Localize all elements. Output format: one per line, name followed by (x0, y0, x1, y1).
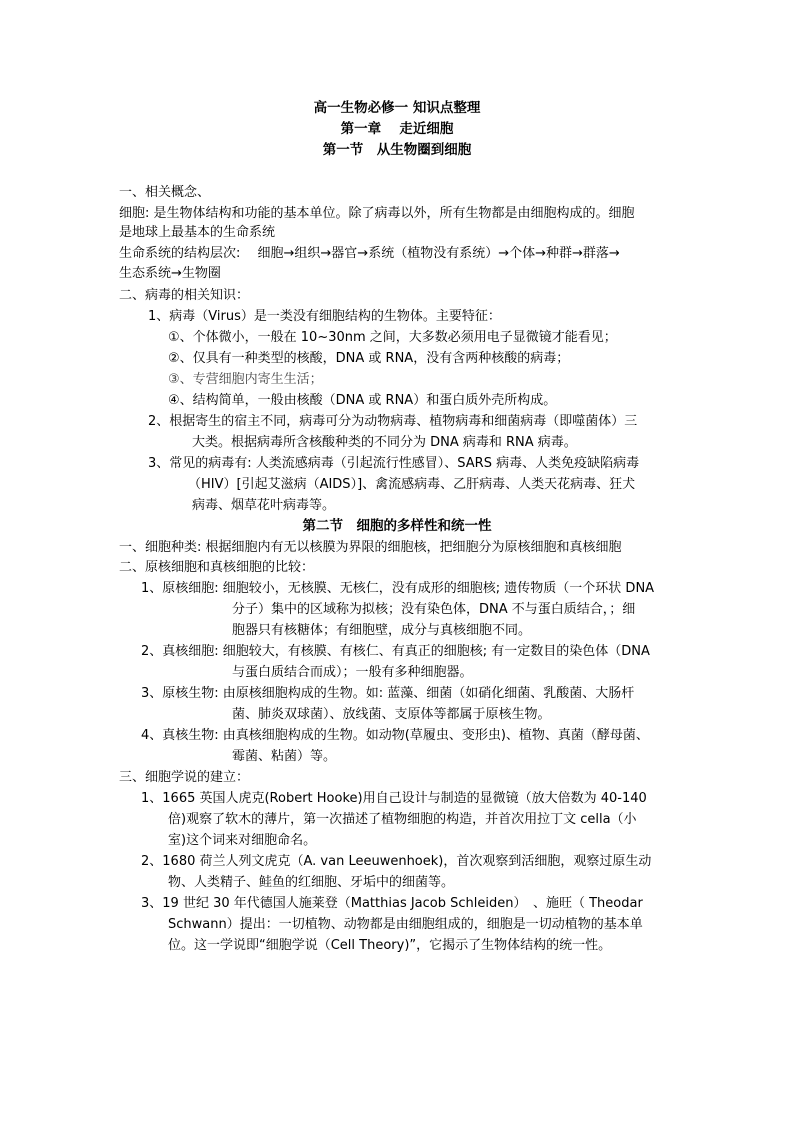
eukaryote-line2: 霉菌、粘菌）等。 (232, 749, 337, 764)
history-19th-line2: Schwann）提出：一切植物、动物都是由细胞组成的，细胞是一切动植物的基本单 (168, 917, 643, 932)
heading-comparison: 二、原核细胞和真核细胞的比较： (119, 560, 315, 575)
virus-item3-line1: 3、常见的病毒有: 人类流感病毒（引起流行性感冒）、SARS 病毒、人类免疫缺陷病毒 (148, 456, 640, 471)
cell-types: 一、细胞种类: 根据细胞内有无以核膜为界限的细胞核，把细胞分为原核细胞和真核细胞 (119, 540, 622, 555)
eukaryotic-cell-line2: 与蛋白质结合而成）；一般有多种细胞器。 (232, 665, 473, 680)
history-19th-line1: 3、19 世纪 30 年代德国人施莱登（Matthias Jacob Schleiden） 、施旺（ Theodar (141, 896, 643, 911)
history-1665-line3: 室)这个词来对细胞命名。 (168, 833, 317, 848)
virus-item3-line2: （HIV）[引起艾滋病（AIDS）]、禽流感病毒、乙肝病毒、人类天花病毒、狂犬 (188, 477, 636, 492)
virus-feature3: ③、专营细胞内寄生生活； (168, 372, 323, 387)
heading-virus: 二、病毒的相关知识： (119, 288, 250, 303)
virus-item3-line3: 病毒、烟草花叶病毒等。 (192, 498, 336, 513)
life-system-levels-line1: 生命系统的结构层次: 细胞→组织→器官→系统（植物没有系统）→个体→种群→群落→ (119, 246, 620, 261)
virus-feature1: ①、个体微小，一般在 10~30nm 之间，大多数必须用电子显微镜才能看见； (168, 330, 617, 345)
document-title: 高一生物必修一 知识点整理 (313, 100, 481, 116)
prokaryotic-cell-line2: 分子）集中的区域称为拟核；没有染色体，DNA 不与蛋白质结合，；细 (232, 602, 636, 617)
prokaryotic-cell-line3: 胞器只有核糖体；有细胞壁，成分与真核细胞不同。 (232, 623, 532, 638)
history-1665-line1: 1、1665 英国人虎克(Robert Hooke)用自己设计与制造的显微镜（放大倍数为 40-140 (141, 791, 647, 806)
virus-item2-line2: 大类。根据病毒所含核酸种类的不同分为 DNA 病毒和 RNA 病毒。 (192, 435, 577, 450)
chapter-title: 第一章 走近细胞 (340, 121, 454, 137)
history-19th-line3: 位。这一学说即“细胞学说（Cell Theory)”，它揭示了生物体结构的统一性。 (168, 938, 612, 953)
heading-concepts: 一、相关概念、 (119, 185, 211, 200)
virus-feature4: ④、结构简单，一般由核酸（DNA 或 RNA）和蛋白质外壳所构成。 (168, 393, 557, 408)
section1-title: 第一节 从生物圈到细胞 (322, 142, 472, 158)
heading-cell-theory: 三、细胞学说的建立： (119, 770, 250, 785)
history-1680-line2: 物、人类精子、鲑鱼的红细胞、牙垢中的细菌等。 (168, 875, 455, 890)
cell-definition-line1: 细胞: 是生物体结构和功能的基本单位。除了病毒以外，所有生物都是由细胞构成的。细胞 (119, 206, 635, 221)
cell-definition-line2: 是地球上最基本的生命系统 (119, 225, 276, 240)
virus-item2-line1: 2、根据寄生的宿主不同，病毒可分为动物病毒、植物病毒和细菌病毒（即噬菌体）三 (148, 414, 638, 429)
prokaryote-line1: 3、原核生物: 由原核细胞构成的生物。如: 蓝藻、细菌（如硝化细菌、乳酸菌、大肠杆 (141, 686, 635, 701)
life-system-levels-line2: 生态系统→生物圈 (119, 266, 221, 281)
prokaryote-line2: 菌、肺炎双球菌）、放线菌、支原体等都属于原核生物。 (232, 707, 551, 722)
virus-feature2: ②、仅具有一种类型的核酸，DNA 或 RNA，没有含两种核酸的病毒； (168, 351, 570, 366)
virus-item1: 1、病毒（Virus）是一类没有细胞结构的生物体。主要特征： (148, 309, 501, 324)
eukaryotic-cell-line1: 2、真核细胞: 细胞较大，有核膜、有核仁、有真正的细胞核; 有一定数目的染色体（DNA (141, 644, 650, 659)
eukaryote-line1: 4、真核生物: 由真核细胞构成的生物。如动物(草履虫、变形虫)、植物、真菌（酵母菌、 (141, 728, 649, 743)
history-1665-line2: 倍)观察了软木的薄片，第一次描述了植物细胞的构造，并首次用拉丁文 cella（小 (168, 812, 637, 827)
history-1680-line1: 2、1680 荷兰人列文虎克（A. van Leeuwenhoek)，首次观察到活细胞，观察过原生动 (141, 854, 652, 869)
prokaryotic-cell-line1: 1、原核细胞: 细胞较小，无核膜、无核仁，没有成形的细胞核; 遗传物质（一个环状 DNA (141, 581, 655, 596)
section2-title: 第二节 细胞的多样性和统一性 (302, 518, 492, 534)
